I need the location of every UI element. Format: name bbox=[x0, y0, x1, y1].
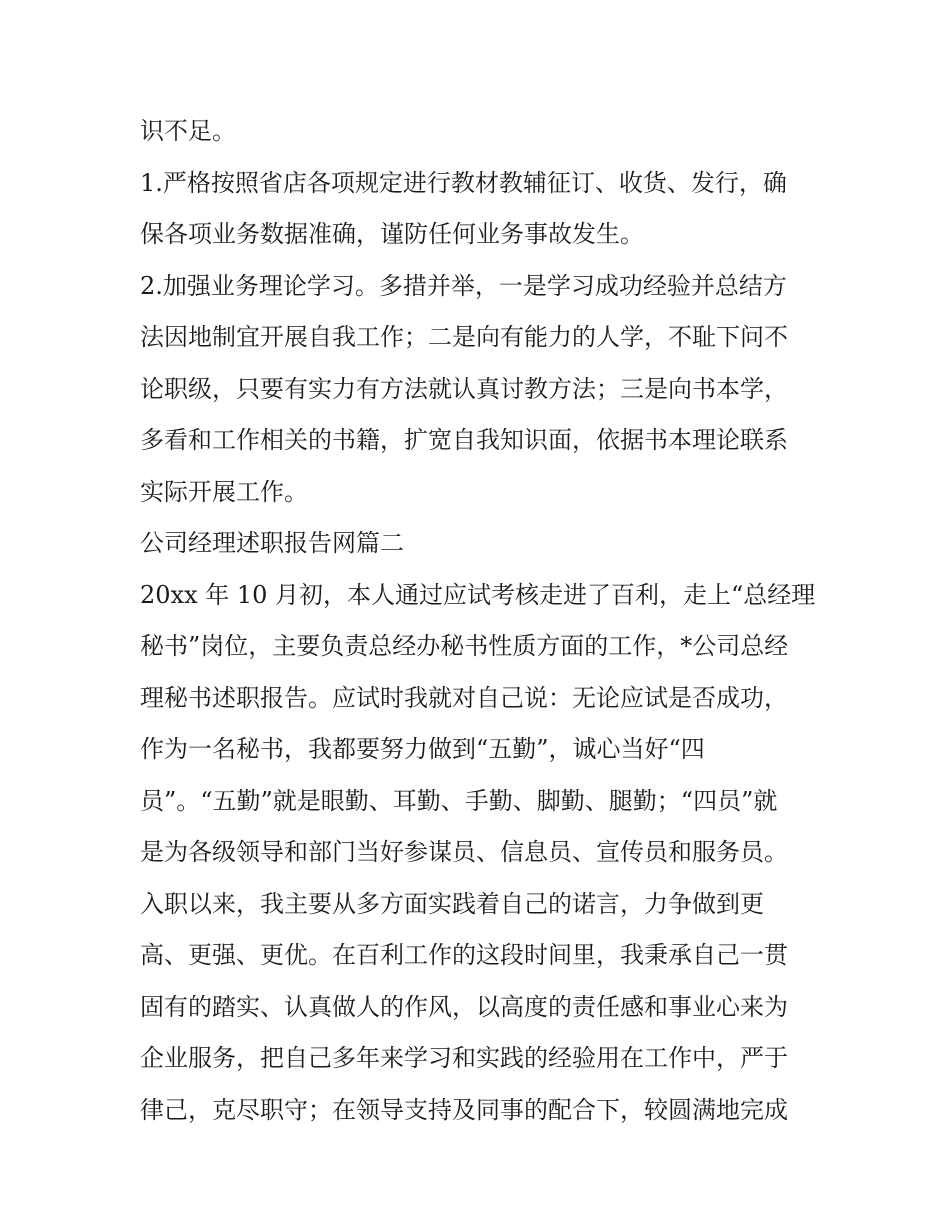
text-line: 入职以来，我主要从多方面实践着自己的诺言，力争做到更 bbox=[140, 889, 764, 918]
text-line: 20xx 年 10 月初，本人通过应试考核走进了百利，走上“总经理 bbox=[140, 580, 816, 609]
text-line: 是为各级领导和部门当好参谋员、信息员、宣传员和服务员。 bbox=[140, 838, 788, 866]
text-line: 实际开展工作。 bbox=[140, 477, 308, 506]
text-line: 固有的踏实、认真做人的作风，以高度的责任感和事业心来为 bbox=[140, 992, 788, 1021]
text-line: 员”。“五勤”就是眼勤、耳勤、手勤、脚勤、腿勤；“四员”就 bbox=[140, 786, 778, 815]
text-line: 法因地制宜开展自我工作；二是向有能力的人学，不耻下问不 bbox=[140, 323, 788, 351]
text-line: 多看和工作相关的书籍，扩宽自我知识面，依据书本理论联系 bbox=[140, 426, 788, 454]
text-line: 论职级，只要有实力有方法就认真讨教方法；三是向书本学， bbox=[140, 374, 788, 403]
text-line: 保各项业务数据准确，谨防任何业务事故发生。 bbox=[140, 220, 644, 248]
text-line: 律己，克尽职守；在领导支持及同事的配合下，较圆满地完成 bbox=[140, 1095, 788, 1124]
text-line: 秘书”岗位，主要负责总经办秘书性质方面的工作，*公司总经 bbox=[140, 632, 789, 660]
section-heading: 公司经理述职报告网篇二 bbox=[140, 529, 404, 557]
text-line: 企业服务，把自己多年来学习和实践的经验用在工作中，严于 bbox=[140, 1044, 788, 1072]
document-body bbox=[140, 106, 820, 1136]
text-line: 理秘书述职报告。应试时我就对自己说：无论应试是否成功， bbox=[140, 683, 788, 712]
text-line: 1.严格按照省店各项规定进行教材教辅征订、收货、发行，确 bbox=[140, 168, 787, 197]
text-line: 2.加强业务理论学习。多措并举，一是学习成功经验并总结方 bbox=[140, 271, 787, 300]
text-line: 高、更强、更优。在百利工作的这段时间里，我秉承自己一贯 bbox=[140, 941, 788, 969]
text-line: 作为一名秘书，我都要努力做到“五勤”，诚心当好“四 bbox=[140, 735, 705, 763]
text-line: 识不足。 bbox=[140, 117, 236, 145]
